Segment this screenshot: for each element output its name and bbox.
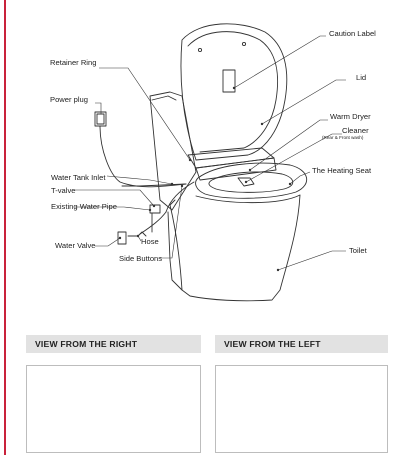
cleaner-note-label: (Rear & Front wash) — [322, 135, 364, 140]
view-left-panel — [215, 365, 388, 453]
existing-water-pipe-label: Existing Water Pipe — [51, 202, 117, 211]
toilet-tank — [150, 92, 196, 210]
heating-seat-label: The Heating Seat — [312, 166, 372, 175]
toilet-bowl — [168, 195, 300, 301]
view-right-panel — [26, 365, 201, 453]
toilet-lid — [181, 24, 287, 160]
retainer-ring-label: Retainer Ring — [50, 58, 97, 67]
t-valve-label: T-valve — [51, 186, 76, 195]
side-buttons-label: Side Buttons — [119, 254, 163, 263]
heating-seat — [196, 163, 307, 198]
caution-label-label: Caution Label — [329, 29, 376, 38]
power-plug-label: Power plug — [50, 95, 88, 104]
seat-housing — [188, 148, 276, 180]
warm-dryer-label: Warm Dryer — [330, 112, 371, 121]
lid-label: Lid — [356, 73, 367, 82]
power-plug — [95, 112, 186, 187]
view-left-header: VIEW FROM THE LEFT — [215, 335, 388, 353]
water-valve-label: Water Valve — [55, 241, 96, 250]
water-hose — [118, 182, 194, 244]
toilet-label: Toilet — [349, 246, 367, 255]
cleaner-label: Cleaner — [342, 126, 369, 135]
view-right-header: VIEW FROM THE RIGHT — [26, 335, 201, 353]
water-tank-inlet-label: Water Tank Inlet — [51, 173, 106, 182]
hose-label: Hose — [141, 237, 159, 246]
